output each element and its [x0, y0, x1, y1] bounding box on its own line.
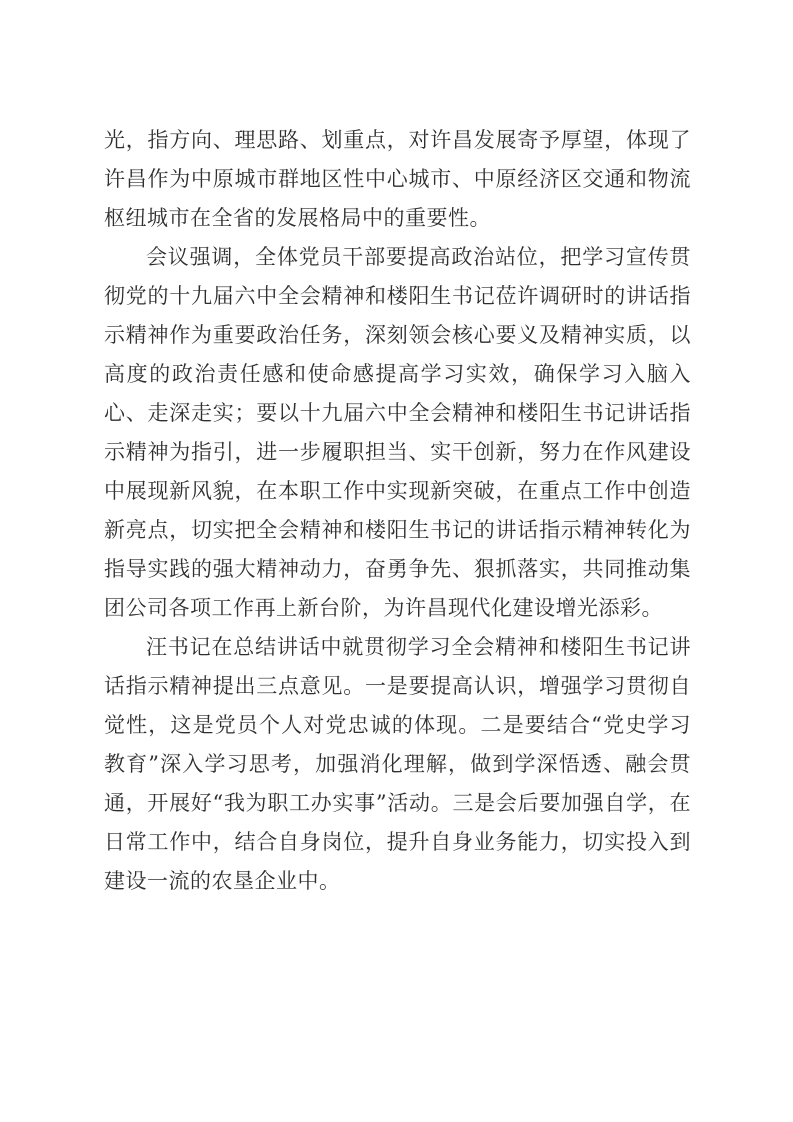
paragraph-continuation: 光，指方向、理思路、划重点，对许昌发展寄予厚望，体现了许昌作为中原城市群地区性中心城市、中原经济区交通和物流枢纽城市在全省的发展格局中的重要性。 [104, 128, 691, 230]
paragraph-secretary-remarks: 汪书记在总结讲话中就贯彻学习全会精神和楼阳生书记讲话指示精神提出三点意见。一是要提高认识，增强学习贯彻自觉性，这是党员个人对党忠诚的体现。二是要结合“党史学习教育”深入学习思考，加强消化理解，做到学深悟透、融会贯通，开展好“我为职工办实事”活动。三是会后要加强自学，在日常工作中，结合自身岗位，提升自身业务能力，切实投入到建设一流的农垦企业中。 [104, 635, 691, 893]
paragraph-meeting-emphasis: 会议强调，全体党员干部要提高政治站位，把学习宣传贯彻党的十九届六中全会精神和楼阳生书记莅许调研时的讲话指示精神作为重要政治任务，深刻领会核心要义及精神实质，以高度的政治责任感和使命感提高学习实效，确保学习入脑入心、走深走实；要以十九届六中全会精神和楼阳生书记讲话指示精神为指引，进一步履职担当、实干创新，努力在作风建设中展现新风貌，在本职工作中实现新突破，在重点工作中创造新亮点，切实把全会精神和楼阳生书记的讲话指示精神转化为指导实践的强大精神动力，奋勇争先、狠抓落实，共同推动集团公司各项工作再上新台阶，为许昌现代化建设增光添彩。 [104, 245, 691, 620]
document-text-block [104, 121, 691, 901]
